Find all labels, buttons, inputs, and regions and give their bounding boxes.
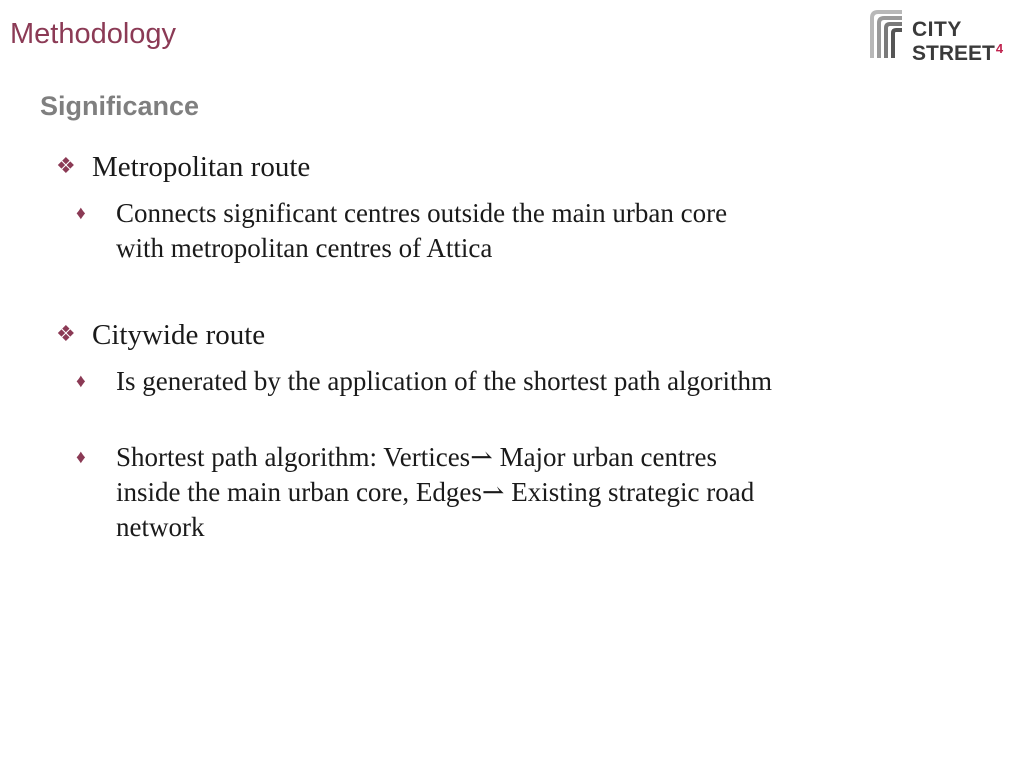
diamond-bullet-icon: ♦ bbox=[76, 371, 86, 392]
diamond-cluster-bullet-icon: ❖ bbox=[56, 321, 76, 346]
diamond-bullet-icon: ♦ bbox=[76, 447, 86, 468]
citystreet-logo bbox=[868, 8, 1008, 64]
logo-mark-icon bbox=[868, 8, 908, 60]
logo-superscript: 4 bbox=[995, 41, 1004, 56]
sub-bullet-item bbox=[76, 196, 776, 266]
header-title: Methodology bbox=[10, 18, 177, 50]
bullet-citywide-route bbox=[56, 317, 265, 352]
sub-bullet-item bbox=[76, 440, 776, 545]
section-heading: Significance bbox=[40, 91, 200, 121]
diamond-cluster-bullet-icon: ❖ bbox=[56, 153, 76, 178]
bullet-metropolitan-route bbox=[56, 149, 310, 184]
sub-bullet-text: Connects significant centres outside the main urban core with metropolitan centres of Attica bbox=[116, 198, 728, 263]
diamond-bullet-icon: ♦ bbox=[76, 203, 86, 224]
bullet-title: Citywide route bbox=[92, 319, 266, 351]
logo-line-city: CITY bbox=[912, 18, 962, 41]
bullet-title: Metropolitan route bbox=[92, 151, 311, 183]
logo-street-text: STREET bbox=[912, 42, 995, 65]
logo-line-street bbox=[912, 39, 1003, 63]
logo-text bbox=[912, 20, 1003, 63]
sub-bullet-text: Shortest path algorithm: Vertices⇀ Major urban centres inside the main urban core, Edges⇀ Existing strategic road network bbox=[116, 442, 755, 542]
sub-bullet-item bbox=[76, 364, 776, 399]
sub-bullet-text: Is generated by the application of the shortest path algorithm bbox=[116, 366, 773, 396]
